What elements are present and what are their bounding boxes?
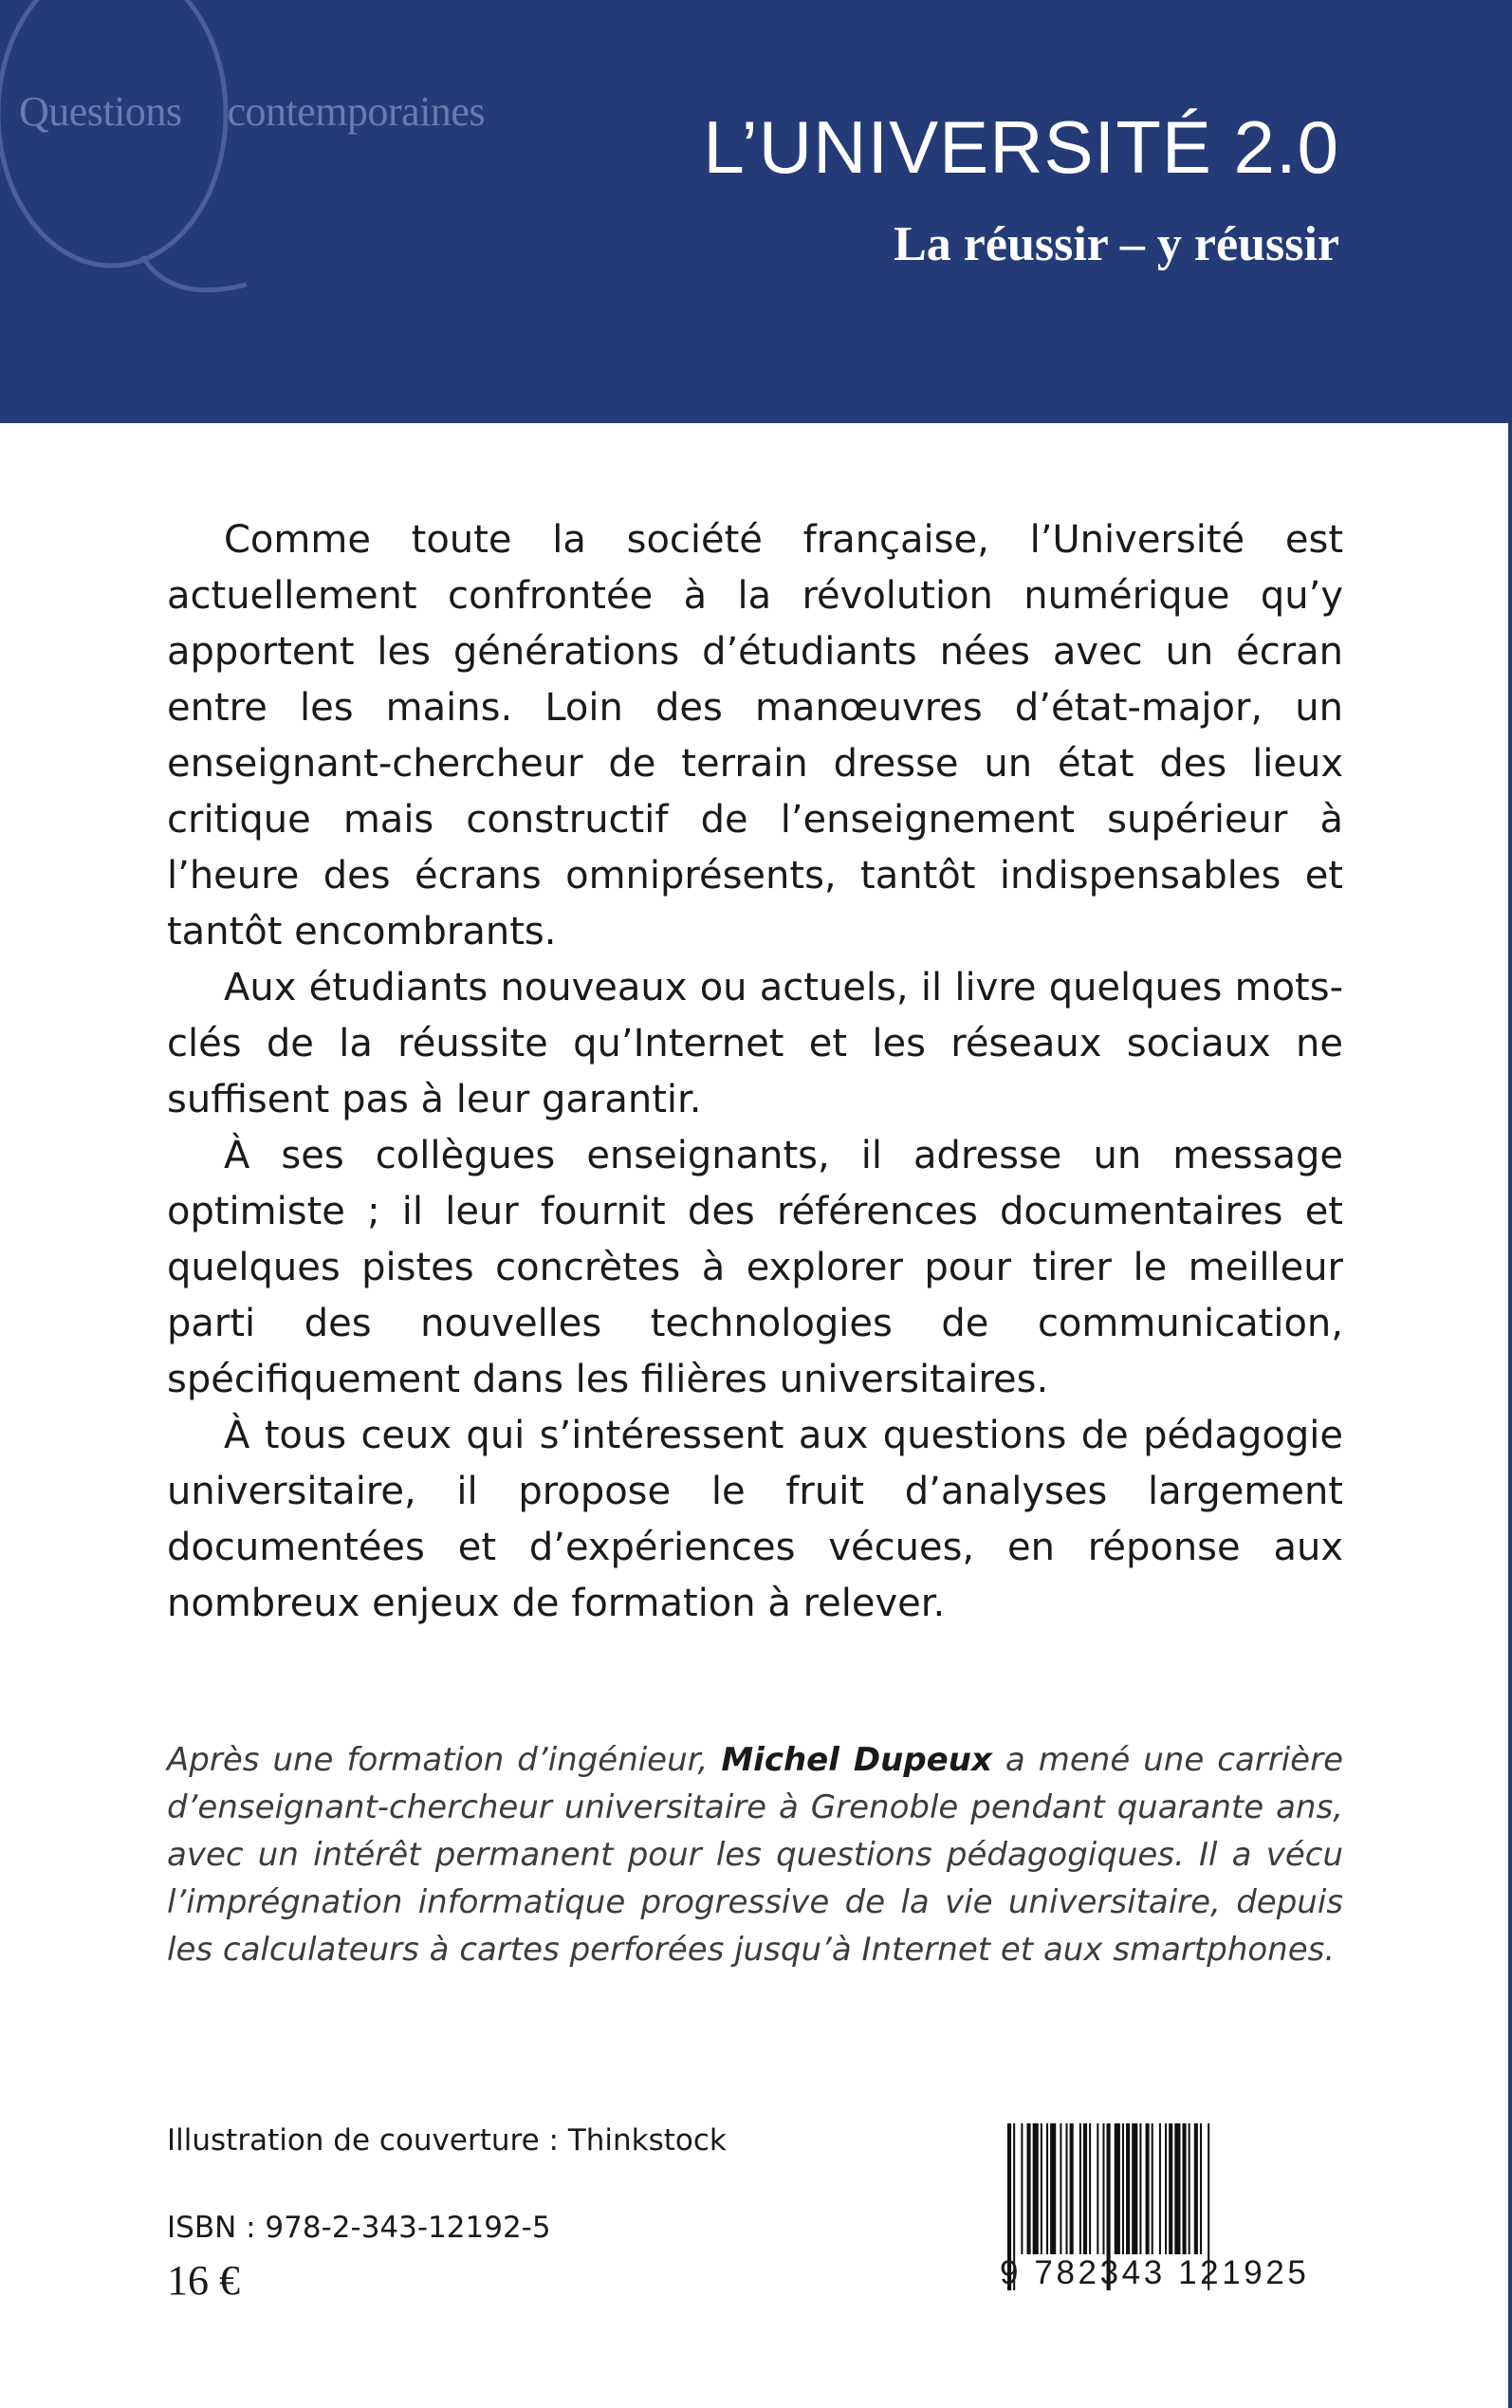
right-edge-strip (1508, 0, 1512, 2408)
blurb-paragraph: Comme toute la société française, l’Université est actuellement confrontée à la révolution numérique qu’y apportent les générations d’étudiants nées avec un écran entre les mains. Loin des manœuvres d’état-major, un enseignant-chercheur de terrain dresse un état des lieux critique mais constructif de l’enseignement supérieur à l’heure des écrans omniprésents, tantôt indispensables et tantôt encombrants. (167, 518, 1343, 954)
bio-body: a mené une carrière d’enseignant-chercheur universitaire à Grenoble pendant quarante ans, avec un intérêt permanent pour les questions pédagogiques. Il a vécu l’imprégnation informatique progressive de la vie universitaire, depuis les calculateurs à cartes perforées jusqu’à Internet et aux smartphones. (167, 1741, 1344, 1969)
illustration-credit: Illustration de couverture : Thinkstock (167, 2123, 727, 2158)
author-name: Michel Dupeux (721, 1741, 992, 1779)
series-q-logo-icon (0, 0, 285, 323)
bio-intro: Après une formation d’ingénieur, (167, 1741, 722, 1779)
back-cover-blurb (167, 512, 1343, 1632)
isbn: ISBN : 978-2-343-12192-5 (167, 2211, 551, 2245)
series-name (19, 87, 485, 136)
series-word-questions: Questions (19, 88, 182, 135)
barcode-digits: 9 782343 121925 (1000, 2254, 1310, 2291)
blurb-paragraph: À ses collègues enseignants, il adresse un message optimiste ; il leur fournit des références documentaires et quelques pistes concrètes à explorer pour tirer le meilleur parti des nouvelles technologies de communication, spécifiquement dans les filières universitaires. (167, 1134, 1343, 1401)
blurb-paragraph: À tous ceux qui s’intéressent aux questions de pédagogie universitaire, il propose le fruit d’analyses largement documentées et d’expériences vécues, en réponse aux nombreux enjeux de formation à relever. (167, 1414, 1343, 1625)
blurb-paragraph: Aux étudiants nouveaux ou actuels, il livre quelques mots-clés de la réussite qu’Internet et les réseaux sociaux ne suffisent pas à leur garantir. (167, 966, 1343, 1121)
book-title: L’UNIVERSITÉ 2.0 (703, 105, 1339, 189)
book-subtitle: La réussir – y réussir (894, 217, 1339, 271)
price: 16 € (167, 2257, 240, 2304)
header-band (0, 0, 1512, 423)
series-word-contemporaines: contemporaines (227, 88, 486, 135)
author-bio (167, 1736, 1343, 1973)
